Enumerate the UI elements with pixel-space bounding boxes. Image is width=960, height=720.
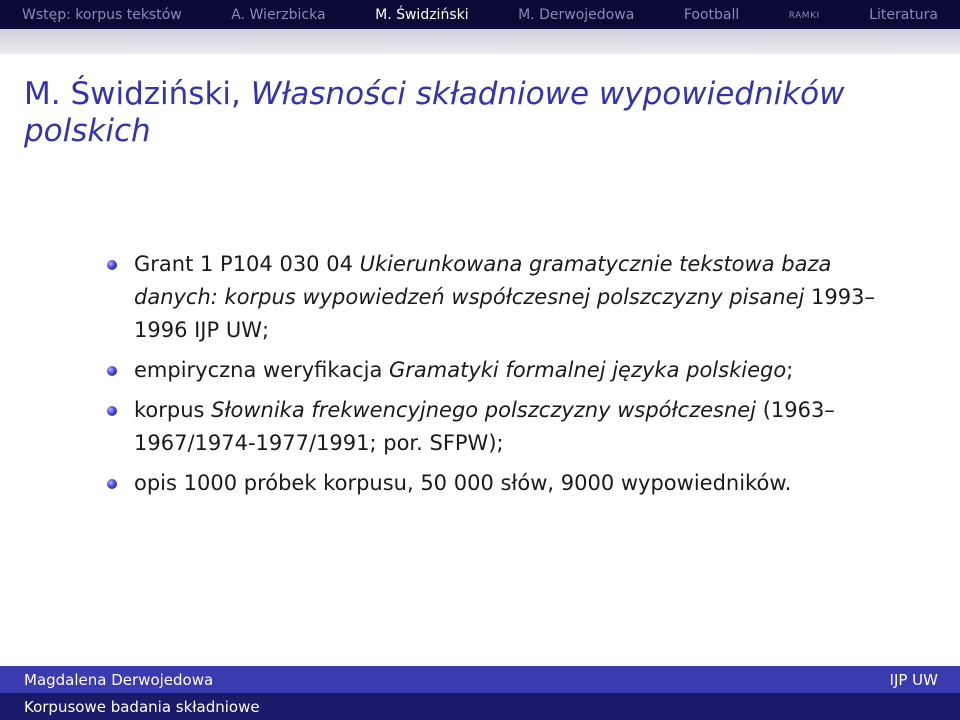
list-item-emphasis: Słownika frekwencyjnego polszczyzny współczesnej: [211, 398, 757, 422]
list-item-text: empiryczna weryfikacja: [134, 358, 389, 382]
list-item: [107, 354, 907, 387]
bullet-icon: [107, 479, 117, 489]
bullet-icon: [107, 406, 117, 416]
list-item: [107, 248, 907, 347]
footer-title-bar: [0, 693, 960, 720]
nav-item-derwojedowa[interactable]: M. Derwojedowa: [518, 6, 635, 23]
nav-item-wierzbicka[interactable]: A. Wierzbicka: [231, 6, 326, 23]
list-item-emphasis: Ukierunkowana gramatycznie tekstowa baza danych: korpus wypowiedzeń współczesnej polszczyzny pisanej: [134, 252, 832, 309]
list-item-text: ;: [786, 358, 794, 382]
footer-institute: IJP UW: [889, 670, 938, 689]
nav-item-football[interactable]: Football: [683, 6, 740, 23]
list-item-text: korpus: [134, 398, 212, 422]
footer-author-bar: [0, 666, 960, 693]
bullet-icon: [107, 366, 117, 376]
nav-item-wstep[interactable]: Wstęp: korpus tekstów: [22, 6, 182, 23]
list-item-text: (1963–1967/1974-1977/1991; por. SFPW);: [134, 398, 835, 455]
slide-title: [24, 76, 924, 150]
list-item-text: Grant 1 P104 030 04: [134, 252, 360, 276]
list-item-text: 1993–1996 IJP UW;: [134, 285, 875, 342]
nav-item-ramki[interactable]: ramki: [788, 7, 820, 22]
slide-title-author: M. Świdziński,: [24, 76, 251, 112]
bullet-icon: [107, 260, 117, 270]
bullet-list: [107, 248, 907, 500]
slide-title-work: Własności składniowe wypowiedników polskich: [24, 76, 845, 149]
list-item-emphasis: Gramatyki formalnej języka polskiego: [389, 358, 787, 382]
nav-item-literatura[interactable]: Literatura: [869, 6, 938, 23]
list-item: [107, 394, 907, 460]
nav-item-swidzinski[interactable]: M. Świdziński: [375, 6, 469, 23]
subsection-bar: [0, 29, 960, 54]
footer-author: Magdalena Derwojedowa: [24, 670, 214, 689]
list-item: [107, 467, 907, 500]
footer-talk-title: Korpusowe badania składniowe: [24, 697, 260, 716]
section-navigation-bar: [0, 0, 960, 29]
list-item-text: opis 1000 próbek korpusu, 50 000 słów, 9000 wypowiedników.: [134, 471, 792, 495]
